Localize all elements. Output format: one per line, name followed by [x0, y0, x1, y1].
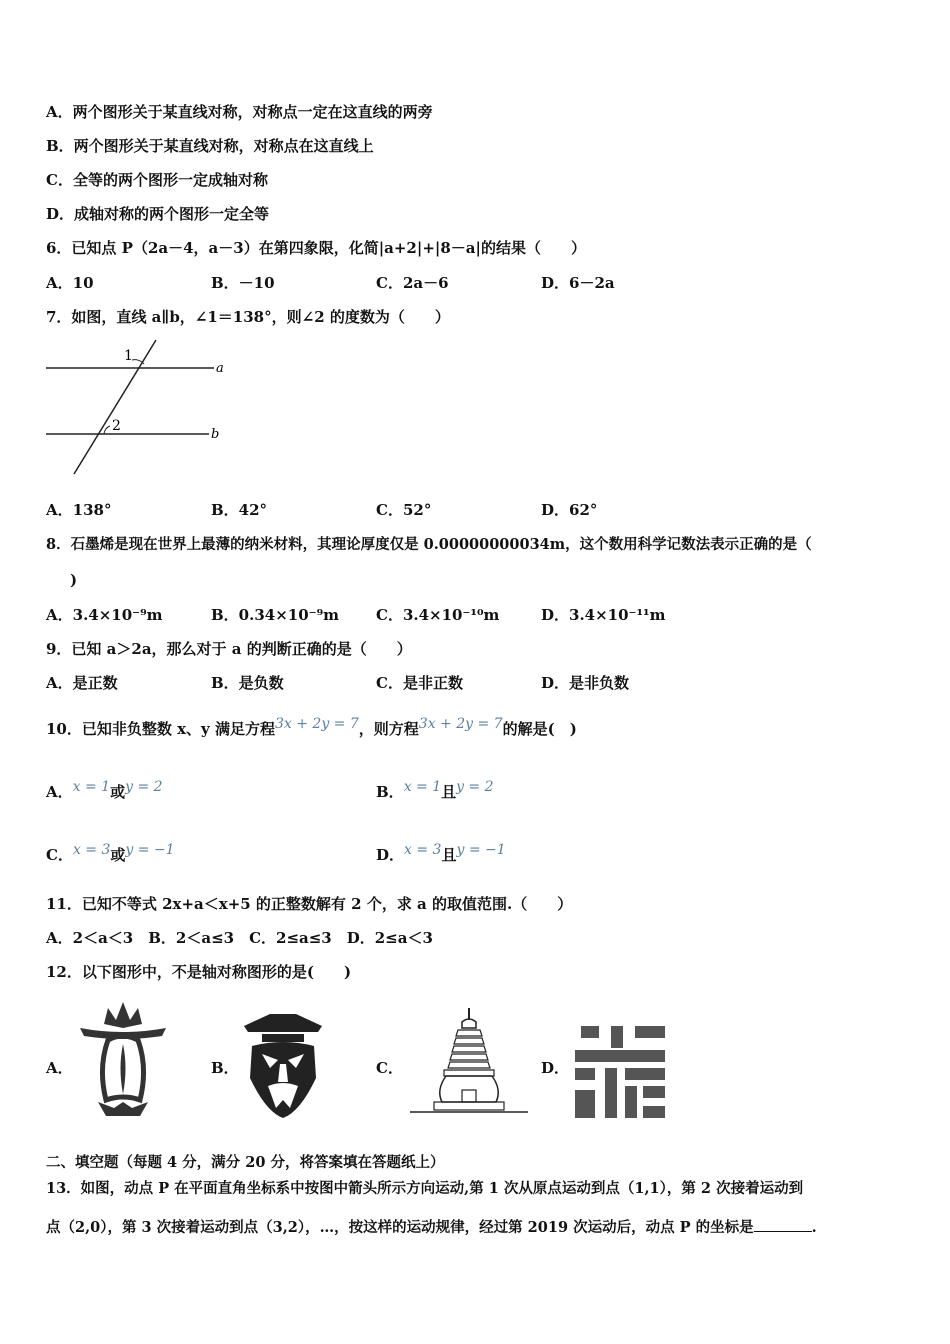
- q5-option-a: A．两个图形关于某直线对称，对称点一定在这直线的两旁: [46, 103, 433, 121]
- q6-option-b: B．－10: [211, 274, 275, 292]
- q13-answer-blank[interactable]: [754, 1217, 812, 1232]
- q10-stem-part1: 10．已知非负整数 x、y 满足方程: [46, 720, 275, 738]
- q10-option-c: [46, 842, 175, 866]
- q10-option-a-y: y = 2: [125, 779, 163, 795]
- q9-option-c: C．是非正数: [376, 674, 463, 692]
- q10-stem-part3: 的解是( ): [502, 720, 577, 738]
- q10-option-d-label: D．: [376, 846, 405, 864]
- q10-option-a-conj: 或: [110, 783, 126, 801]
- angle2-label: 2: [112, 418, 121, 434]
- q5-option-d: D．成轴对称的两个图形一定全等: [46, 205, 270, 223]
- q12-option-a-label: A．: [46, 1059, 73, 1077]
- line-b-label: b: [211, 427, 220, 442]
- q10-option-c-conj: 或: [110, 846, 126, 864]
- q13-line2-text: 点（2,0），第 3 次接着运动到点（3,2），…，按这样的运动规律，经过第 2019 次运动后，动点 P 的坐标是: [46, 1219, 754, 1236]
- q8-option-d: D．3.4×10⁻¹¹m: [541, 606, 666, 624]
- q8-stem-cont: ): [70, 571, 78, 589]
- line-a-label: a: [216, 361, 224, 376]
- q10-option-b: [376, 779, 494, 803]
- q7-option-a: A．138°: [46, 501, 112, 519]
- q7-parallel-lines-figure: [44, 336, 244, 478]
- q12-stem: 12．以下图形中，不是轴对称图形的是( ): [46, 963, 352, 981]
- q10-option-d-y: y = −1: [456, 842, 506, 858]
- q12-figure-d: [573, 1024, 669, 1120]
- q10-option-b-label: B．: [376, 783, 404, 801]
- q10-stem: [46, 716, 577, 740]
- q10-option-d: [376, 842, 506, 866]
- q12-option-c-label: C．: [376, 1059, 403, 1077]
- q10-option-c-x: x = 3: [72, 842, 111, 858]
- q6-option-a: A．10: [46, 274, 94, 292]
- q10-option-a-label: A．: [46, 783, 73, 801]
- q5-option-b: B．两个图形关于某直线对称，对称点在这直线上: [46, 137, 374, 155]
- q9-option-a: A．是正数: [46, 674, 118, 692]
- q11-options: A．2＜a＜3 B．2＜a≤3 C．2≤a≤3 D．2≤a＜3: [46, 929, 433, 947]
- q12-option-b-label: B．: [211, 1059, 239, 1077]
- q13-line2: [46, 1217, 817, 1238]
- q10-option-b-conj: 且: [441, 783, 457, 801]
- q5-option-c: C．全等的两个图形一定成轴对称: [46, 171, 268, 189]
- q9-option-d: D．是非负数: [541, 674, 630, 692]
- angle1-label: 1: [124, 348, 133, 364]
- q6-option-d: D．6－2a: [541, 274, 615, 292]
- q12-figure-b: [240, 1008, 326, 1120]
- q6-stem: 6．已知点 P（2a－4，a－3）在第四象限，化简|a+2|+|8－a|的结果（ ）: [46, 239, 586, 257]
- section-2-heading: 二、填空题（每题 4 分，满分 20 分，将答案填在答题纸上）: [46, 1154, 445, 1171]
- q7-option-c: C．52°: [376, 501, 432, 519]
- q12-figure-a: [78, 998, 168, 1120]
- q7-option-b: B．42°: [211, 501, 268, 519]
- q10-option-c-label: C．: [46, 846, 73, 864]
- transversal-line: [74, 340, 156, 474]
- q12-figure-c: [408, 1006, 530, 1120]
- q7-option-d: D．62°: [541, 501, 598, 519]
- q13-line1: 13．如图，动点 P 在平面直角坐标系中按图中箭头所示方向运动,第 1 次从原点运动到点（1,1），第 2 次接着运动到: [46, 1180, 804, 1197]
- q7-stem: 7．如图，直线 a∥b，∠1＝138°，则∠2 的度数为（ ）: [46, 308, 450, 326]
- q9-option-b: B．是负数: [211, 674, 284, 692]
- q9-stem: 9．已知 a＞2a，那么对于 a 的判断正确的是（ ）: [46, 640, 412, 658]
- q10-option-b-y: y = 2: [456, 779, 494, 795]
- q12-option-d-label: D．: [541, 1059, 570, 1077]
- q10-equation-2: 3x + 2y = 7: [418, 716, 503, 732]
- q10-option-a-x: x = 1: [72, 779, 111, 795]
- q8-option-c: C．3.4×10⁻¹⁰m: [376, 606, 500, 624]
- q11-stem: 11．已知不等式 2x+a＜x+5 的正整数解有 2 个，求 a 的取值范围.（ ）: [46, 895, 573, 913]
- q8-stem: 8．石墨烯是现在世界上最薄的纳米材料，其理论厚度仅是 0.00000000034m，这个数用科学记数法表示正确的是（: [46, 536, 812, 553]
- q10-option-d-conj: 且: [441, 846, 457, 864]
- q13-line2-end: .: [811, 1219, 817, 1236]
- q8-option-b: B．0.34×10⁻⁹m: [211, 606, 340, 624]
- q10-option-c-y: y = −1: [125, 842, 175, 858]
- q10-equation-1: 3x + 2y = 7: [274, 716, 359, 732]
- q10-option-d-x: x = 3: [404, 842, 442, 858]
- q10-option-b-x: x = 1: [403, 779, 442, 795]
- angle2-arc: [104, 426, 110, 434]
- q10-option-a: [46, 779, 163, 803]
- q10-stem-part2: ，则方程: [358, 720, 419, 738]
- q8-option-a: A．3.4×10⁻⁹m: [46, 606, 163, 624]
- q6-option-c: C．2a－6: [376, 274, 449, 292]
